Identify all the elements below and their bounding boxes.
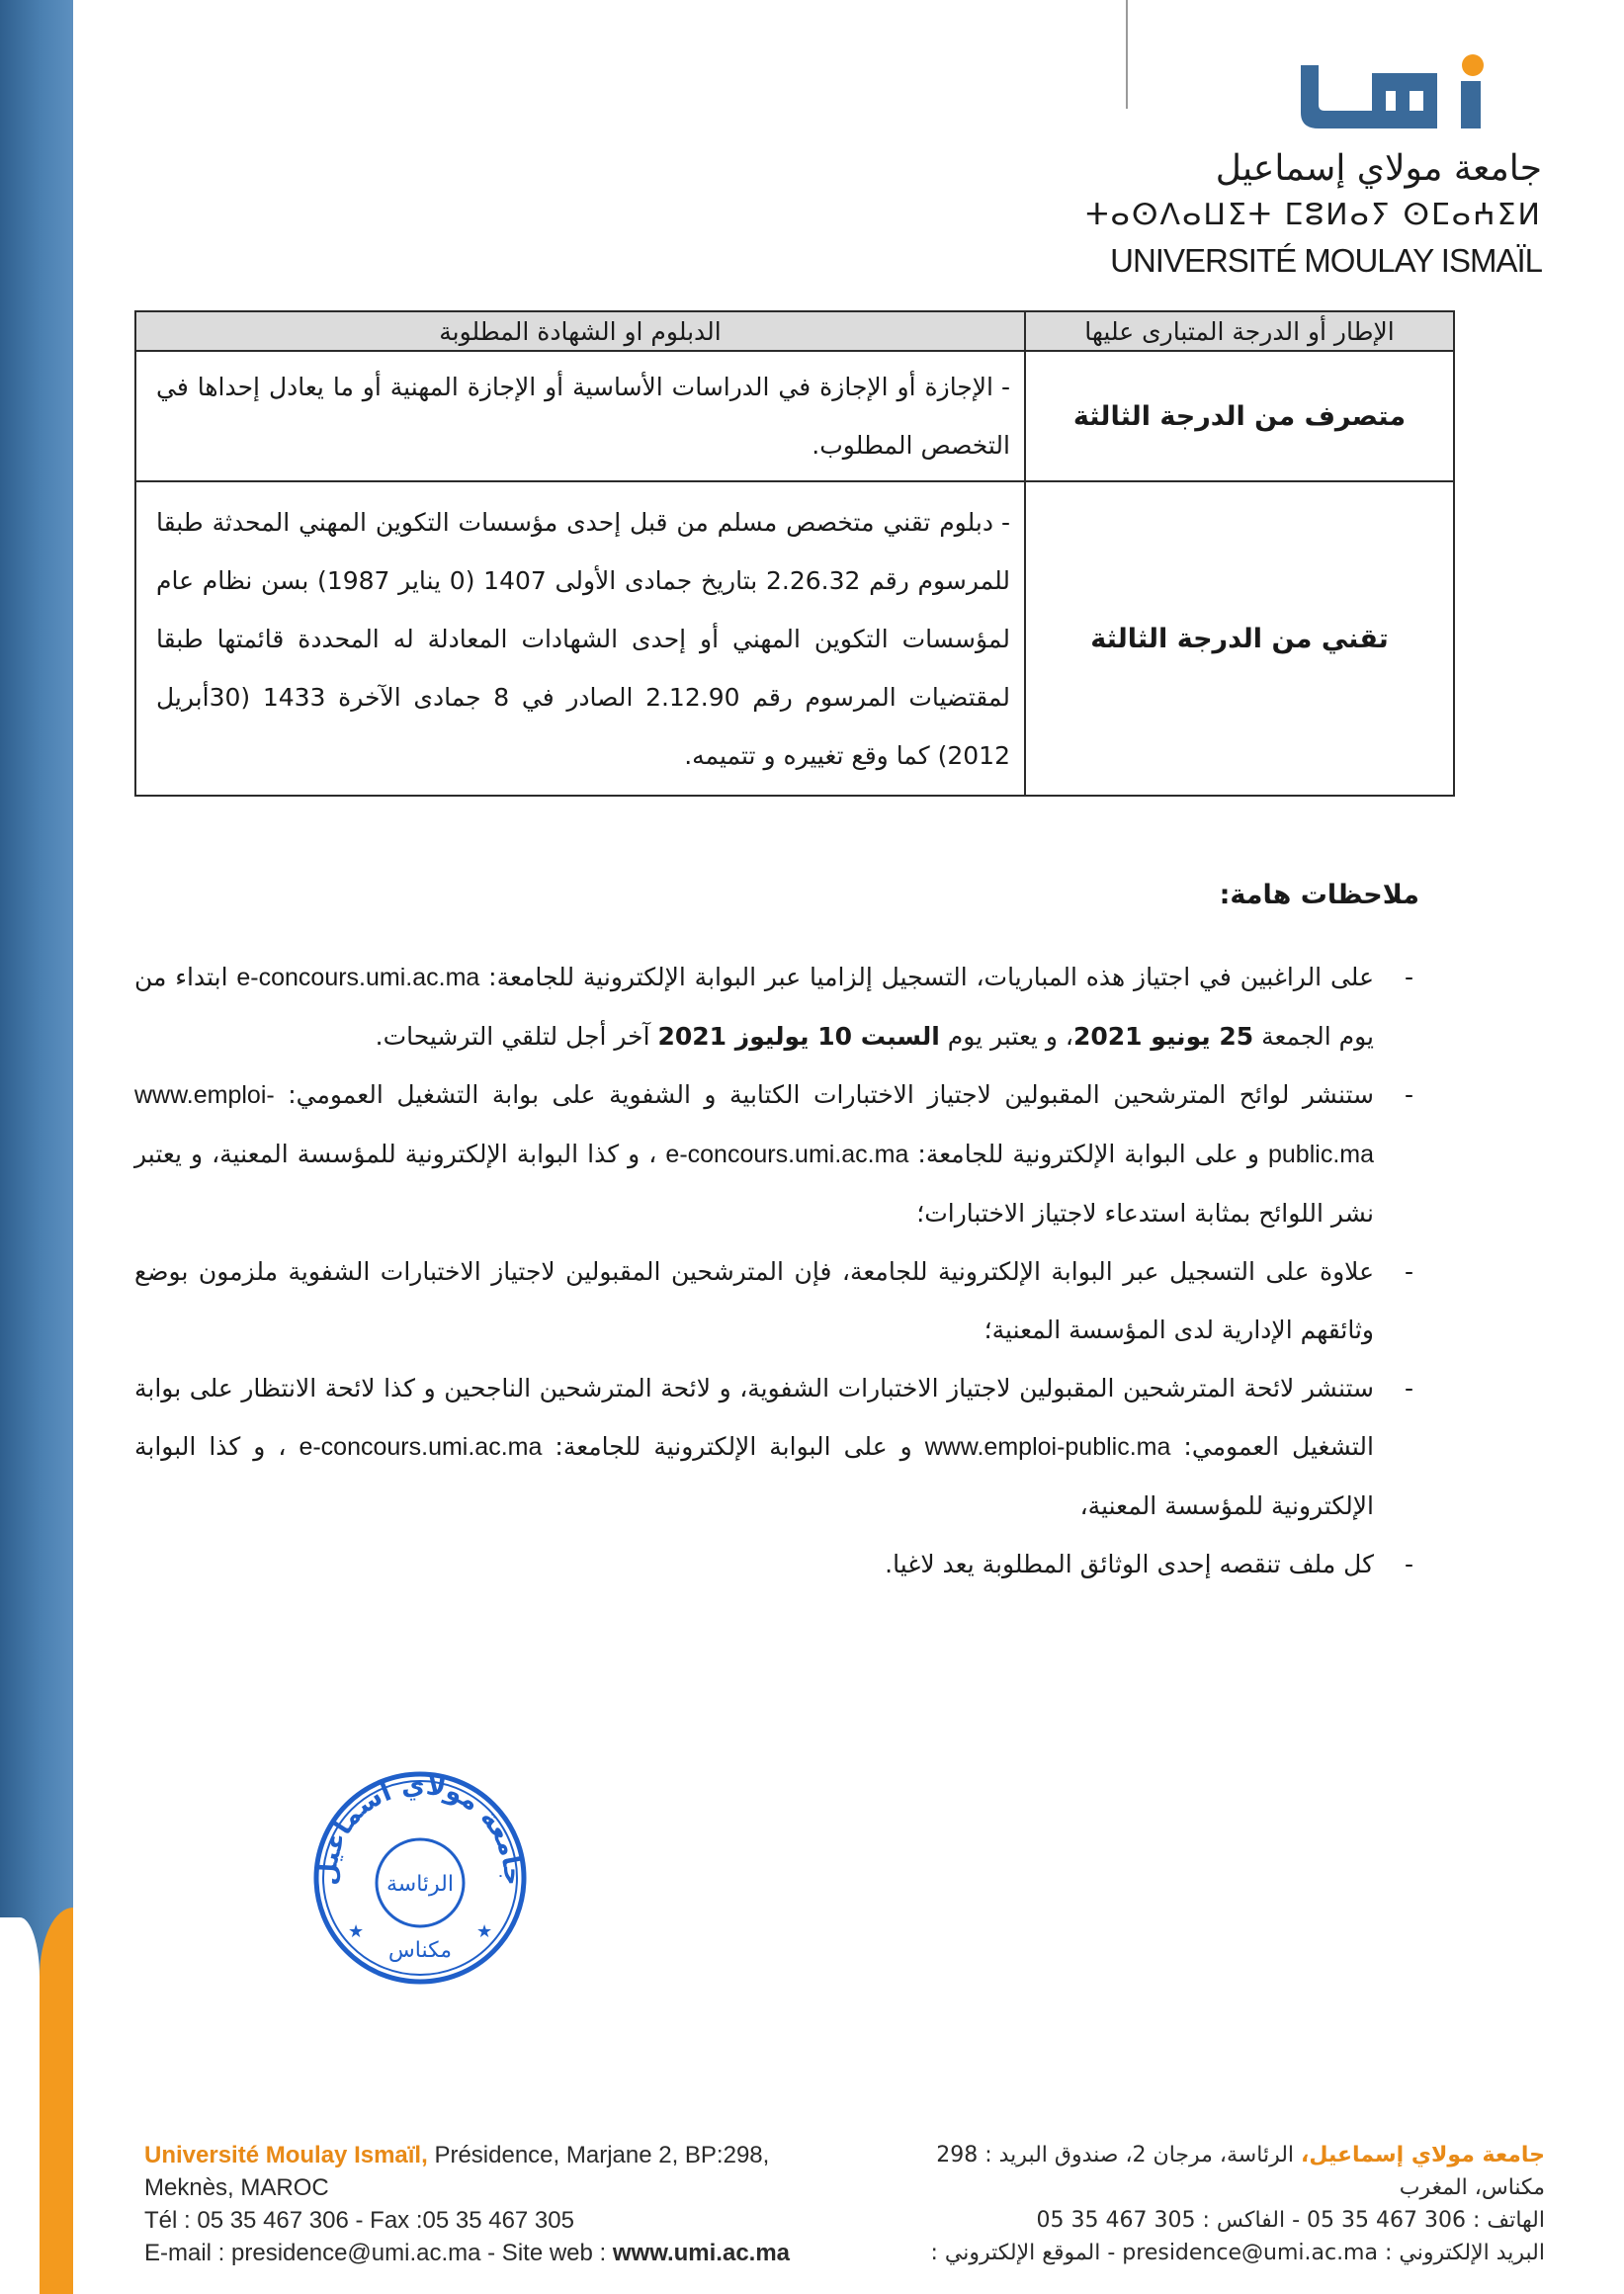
- logo-french-name: UNIVERSITÉ MOULAY ISMAÏL: [1110, 242, 1542, 279]
- table-row: [135, 481, 1454, 796]
- stamp-bottom-text: مكناس: [387, 1938, 453, 1963]
- footer-site-link[interactable]: www.umi.ac.ma: [612, 2240, 791, 2266]
- official-stamp: [306, 1764, 534, 1992]
- note-text: و على البوابة الإلكترونية للجامعة:: [908, 1140, 1268, 1168]
- footer-fr-phone: Tél : 05 35 467 306 - Fax :05 35 467 305: [144, 2207, 574, 2234]
- note-item: - علاوة على التسجيل عبر البوابة الإلكترونية للجامعة، فإن المترشحين المقبولين لاجتياز الاختبارات الشفوية ملزمون بوضع وثائقهم الإدارية لدى المؤسسة المعنية؛: [134, 1242, 1419, 1359]
- footer-french: [144, 2139, 896, 2269]
- footer-ar-phone: الهاتف : 306 467 35 05 - الفاكس : 305 467 35 05: [1036, 2208, 1545, 2233]
- dash-marker: -: [1000, 373, 1010, 401]
- diploma-cell: [135, 481, 1025, 796]
- footer-fr-line1: [144, 2139, 896, 2171]
- notes-list: [134, 948, 1419, 1593]
- note-text: ، و يعتبر يوم: [939, 1022, 1073, 1051]
- registration-link[interactable]: e-concours.umi.ac.ma: [236, 964, 480, 991]
- diploma-text: الإجازة أو الإجازة في الدراسات الأساسية أو الإجازة المهنية أو ما يعادل إحداها في التخصص المطلوب.: [156, 373, 1010, 460]
- note-item: [134, 1359, 1419, 1535]
- footer-email: E-mail : presidence@umi.ac.ma - Site web :: [144, 2240, 613, 2266]
- emploi-public-link[interactable]: www.emploi-public.ma: [134, 1081, 1374, 1168]
- diploma-text: دبلوم تقني متخصص مسلم من قبل إحدى مؤسسات التكوين المهني المحدثة طبقا للمرسوم رقم 2.26.32 بتاريخ جمادى الأولى 1407 (0 يناير 1987) بسن نظام عام لمؤسسات التكوين المهني أو إحدى الشهادات المعادلة له المحددة قائمتها طبقا لمقتضيات المرسوم رقم 2.12.90 الصادر في 8 جمادى الآخرة 1433 (30أبريل 2012) كما وقع تغييره و تتميمه.: [156, 507, 1011, 770]
- footer-ar-address: الرئاسة، مرجان 2، صندوق البريد : 298: [936, 2143, 1302, 2167]
- requirements-table: [134, 310, 1455, 797]
- deadline-date: السبت 10 يوليوز 2021: [657, 1022, 940, 1051]
- footer-arabic: [794, 2139, 1545, 2269]
- note-text: على الراغبين في اجتياز هذه المباريات، التسجيل إلزاميا عبر البوابة الإلكترونية للجامعة:: [479, 963, 1374, 991]
- footer-address: Présidence, Marjane 2, BP:298,: [427, 2142, 770, 2168]
- footer-fr-line2: Meknès, MAROC: [144, 2174, 329, 2201]
- note-item: [134, 948, 1419, 1065]
- left-decorative-band: [0, 0, 73, 2294]
- note-text: ستنشر لوائح المترشحين المقبولين لاجتياز الاختبارات الكتابية و الشفوية على بوابة التشغيل العمومي:: [274, 1080, 1374, 1109]
- stamp-outer-text: جامعة مولاي اسماعيل: [312, 1770, 528, 1887]
- footer-fr-brand: Université Moulay Ismaïl,: [144, 2142, 428, 2168]
- diploma-cell: [135, 351, 1025, 481]
- footer-ar-brand: جامعة مولاي إسماعيل،: [1301, 2143, 1545, 2167]
- orange-accent: [40, 1908, 73, 2294]
- umi-logo-mark: [1289, 51, 1526, 140]
- header-diploma: الدبلوم او الشهادة المطلوبة: [135, 311, 1025, 351]
- footer-ar-line2: مكناس، المغرب: [1399, 2175, 1545, 2200]
- emploi-public-link[interactable]: www.emploi-public.ma: [924, 1433, 1171, 1461]
- band-cutout: [0, 1917, 40, 2294]
- university-logo: [1085, 40, 1572, 279]
- star-icon: ★: [476, 1921, 493, 1942]
- important-notes: [134, 880, 1419, 1593]
- svg-text:جامعة مولاي اسماعيل: [313, 1770, 528, 1886]
- notes-title: ملاحظات هامة:: [1219, 880, 1419, 910]
- note-text: ستنشر لائحة المترشحين المقبولين لاجتياز الاختبارات الشفوية، و لائحة المترشحين الناجحين و كذا لائحة الانتظار على بوابة التشغيل العمومي:: [134, 1374, 1374, 1461]
- footer-ar-contact: البريد الإلكتروني : presidence@umi.ac.ma - الموقع الإلكتروني :: [930, 2241, 1545, 2265]
- start-date: 25 يونيو 2021: [1073, 1022, 1254, 1051]
- logo-arabic-name: جامعة مولاي إسماعيل: [1215, 148, 1542, 189]
- footer-fr-contact: [144, 2237, 896, 2269]
- star-icon: ★: [348, 1921, 365, 1942]
- grade-cell: متصرف من الدرجة الثالثة: [1025, 351, 1454, 481]
- note-text: ، و كذا البوابة الإلكترونية للمؤسسة المعنية، و يعتبر نشر اللوائح بمثابة استدعاء لاجتياز الاختبارات؛: [134, 1140, 1374, 1228]
- stamp-center-text: الرئاسة: [385, 1872, 455, 1897]
- dash-marker: -: [1000, 507, 1010, 537]
- note-item: [134, 1065, 1419, 1242]
- note-item: - كل ملف تنقصه إحدى الوثائق المطلوبة يعد لاغيا.: [134, 1535, 1419, 1593]
- table-row: [135, 351, 1454, 481]
- header-divider-line: [1126, 0, 1128, 109]
- registration-link[interactable]: e-concours.umi.ac.ma: [665, 1141, 909, 1168]
- table-header-row: [135, 311, 1454, 351]
- note-text: ابتداء من يوم الجمعة: [134, 963, 1374, 1051]
- note-text: و على البوابة الإلكترونية للجامعة:: [542, 1432, 925, 1461]
- footer-ar-line1: [794, 2139, 1545, 2171]
- note-text: ، و كذا البوابة الإلكترونية للمؤسسة المعنية،: [134, 1432, 1374, 1520]
- registration-link[interactable]: e-concours.umi.ac.ma: [299, 1433, 543, 1461]
- note-text: آخر أجل لتلقي الترشيحات.: [375, 1022, 658, 1051]
- logo-tifinagh-name: ⵜⴰⵙⴷⴰⵡⵉⵜ ⵎⵓⵍⴰⵢ ⵙⵎⴰⵄⵉⵍ: [1085, 198, 1542, 232]
- header-grade: الإطار أو الدرجة المتبارى عليها: [1025, 311, 1454, 351]
- grade-cell: تقني من الدرجة الثالثة: [1025, 481, 1454, 796]
